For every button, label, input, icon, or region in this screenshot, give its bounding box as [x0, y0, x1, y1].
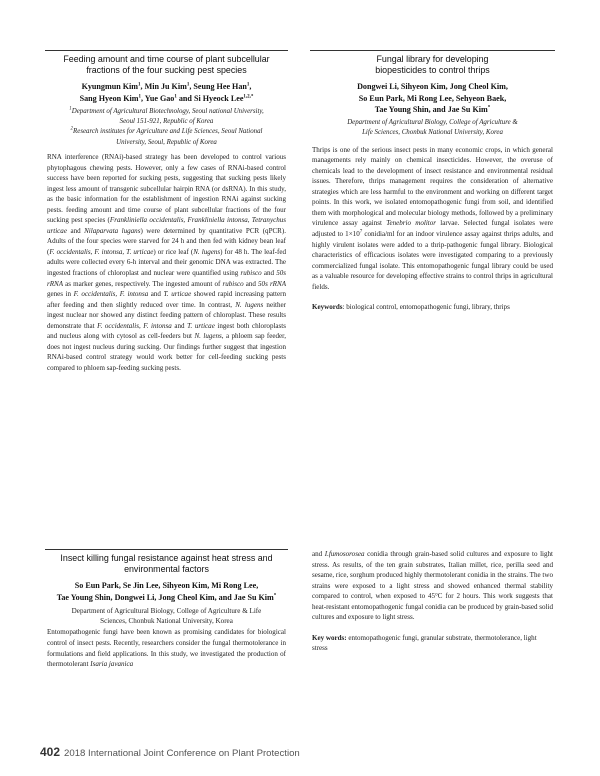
species-name: F. occidentalis, F. intonsa: [73, 290, 149, 299]
abstract-body: [47, 627, 286, 669]
author-line: Tae Young Shin, and Jae Su Kim: [374, 104, 488, 114]
title-line: environmental factors: [124, 564, 209, 575]
top-right-rule: [310, 50, 555, 51]
abstract-body: [47, 152, 286, 373]
conference-name: 2018 International Joint Conference on Plant Protection: [64, 748, 300, 759]
text: Thrips is one of the serious insect pests in many economic crops, in which general managements rely mainly on chemical insecticides. However, the overuse of chemicals lead to the development of insect resistance and environmental residual issues. Therefore, thrips management requires the consideration of alternative strategies which are less harmful to the environment and working on different target points. In this work, we isolated entomopathogenic fungi from soil, and identified them with morphological and molecular biology methods, followed by a preliminary virulence assay against: [312, 145, 553, 228]
author: , Yue Gao: [141, 93, 175, 103]
affil-line: Seoul 151-921, Republic of Korea: [119, 118, 214, 126]
species-name: Isaria javanica: [90, 660, 134, 669]
gene-name: rubisco: [222, 279, 244, 288]
text: and: [66, 226, 85, 235]
separator: ,: [249, 82, 252, 92]
text: , a phloem sap feeder, does not ingest nucleus during sucking. Our findings further suggest that ingestion RNAi-based control strategy would work better for cell-feeding sucking pests compared to phloem sap-feeding sucking pests.: [47, 332, 287, 372]
abstract-title: [47, 54, 286, 76]
affil-mark: 1: [138, 82, 141, 88]
text: and: [171, 321, 188, 330]
title-line: Feeding amount and time course of plant subcellular: [63, 54, 270, 64]
text: RNA interference (RNAi)-based strategy has been developed to control various phytophagous chewing pests. However, only a few cases of RNAi-based control success have been reported for sucking pests, suggesting that sucking pests likely ingest less amount of transgenic subcellular hairpin RNA (or dsRNA). In this study, as the basic information for the establishment of ingestion RNAi against sucking pests. feeding amount and time course of plant subcellular fractions of the four sucking pest species (: [47, 153, 286, 225]
keywords: [312, 633, 553, 654]
affil-mark: 1: [69, 106, 72, 112]
gene-name: 50s rRNA: [47, 269, 286, 288]
author-list: [47, 81, 286, 103]
author-line: So Eun Park, Mi Rong Lee, Sehyeon Baek,: [358, 93, 507, 103]
text: neither ingest nuclear nor showed any distinct feeding pattern of chloroplast. These results demonstrate that: [47, 300, 286, 330]
text: and: [148, 290, 164, 299]
abstract-body: [312, 145, 553, 293]
text: larvae. Selected fungal isolates were adjusted to 1×10: [312, 219, 553, 238]
corresponding-mark: *: [273, 592, 277, 598]
keywords-text: : biological control, entomopathogenic fungi, library, thrips: [342, 303, 510, 312]
author-list: [47, 580, 286, 602]
affil-line: Department of Agricultural Biology, College of Agriculture & Life: [71, 606, 262, 615]
text: ) for 48 h. The leaf-fed adults were collected every 6-h interval and their genomic DNA was extracted. The ingested fractions of chloroplast and nuclear were quantified using: [47, 247, 287, 278]
top-left-abstract: [47, 54, 286, 373]
author: Kyungmun Kim: [81, 82, 139, 92]
keywords-text: entomopathogenic fungi, granular substrate, thermotolerance, light stress: [312, 633, 537, 653]
species-name: Frankliniella occidentalis, Frankliniella intonsa, Tetranychus urticae: [47, 216, 286, 235]
affil-mark: 1: [186, 82, 190, 88]
affil-line: Department of Agricultural Biology, College of Agriculture &: [347, 119, 518, 127]
species-name: Tenebrio molitor: [386, 219, 437, 228]
species-name: I.fumosorosea: [324, 550, 365, 558]
top-left-rule: [45, 50, 288, 51]
author-line: Tae Young Shin, Dongwei Li, Jong Cheol Kim, and Jae Su Kim: [56, 592, 274, 602]
title-line: Fungal library for developing: [376, 54, 489, 64]
title-line: fractions of the four sucking pest species: [86, 65, 247, 76]
text: conidia through grain-based solid cultures and exposure to light stress. As results, of the ten grain substrates, Italian millet, rice, perilla seed and sesame, rice, sorghum produced highly thermotolerant conidia in the strains. The two strains were exposed to a light stress and showed enhanced thermal stability compared to control, when exposed to 45°C for 2 hours. This work suggests that heat-resistant entomopathogenic fungal conidia can be produced by grain-based solid cultures and exposure to light stress.: [312, 550, 553, 622]
affiliation: [47, 107, 286, 148]
abstract-title: [312, 54, 553, 76]
text: Entomopathogenic fungi have been known as promising candidates for biological control of insect pests. Recently, researchers consider the fungal thermotolerance in formulations and field applications. In this study, we investigated the production of thermotolerant: [47, 628, 286, 669]
author: Sang Hyeon Kim: [79, 93, 139, 103]
text: ) or rice leaf (: [153, 247, 194, 256]
species-name: F. occidentalis, F. intonsa, T. urticae: [49, 247, 154, 256]
author-line: So Eun Park, Se Jin Lee, Sihyeon Kim, Mi Rong Lee,: [74, 581, 259, 591]
affiliation: [312, 118, 553, 139]
abstract-title: [47, 553, 286, 575]
species-name: N. lugens: [194, 332, 222, 341]
affil-line: Research institutes for Agriculture and Life Sciences, Seoul National: [73, 128, 263, 136]
author: , Min Ju Kim: [140, 82, 187, 92]
affil-line: Department of Agricultural Biotechnology, Seoul national University,: [71, 107, 264, 115]
title-line: biopesticides to control thrips: [375, 65, 490, 76]
affiliation: [47, 606, 286, 627]
text: conidia/ml for an indoor virulence assay against thrips adults, and highly virulent isolates were added to a thrip-pathogenic fungal library. Biological characteristics of efficacious isolates were investigated comparing to a previously commercialized fungal isolate. This entomopathogenic fungal library could be used as a valuable resource for developing effective strains to control thrips in agricultural fields.: [312, 229, 553, 291]
text: and: [261, 269, 277, 278]
text: and: [312, 550, 325, 558]
affil-mark: 1: [246, 82, 250, 88]
affil-mark: 1: [138, 93, 141, 99]
keywords-label: Keywords: [312, 303, 343, 312]
affil-line: University, Seoul, Republic of Korea: [116, 138, 217, 146]
text: showed rapid increasing pattern after feeding and then slightly reduced over time. In contrast,: [47, 290, 286, 309]
title-line: Insect killing fungal resistance against heat stress and: [60, 553, 273, 563]
text: ingest both chloroplasts and nucleus along with cytosol as cell-feeders but: [47, 321, 286, 341]
top-right-abstract: [312, 54, 553, 313]
text: ) were determined by quantitative PCR (qPCR). Adults of the four species were starved for 24 h and then fed with kidney bean leaf (: [47, 226, 286, 256]
corresponding-mark: *: [487, 105, 491, 111]
keywords: [312, 302, 553, 313]
abstract-body: [312, 549, 553, 623]
species-name: F. occidentalis, F. intonsa: [97, 321, 172, 330]
gene-name: rubisco: [240, 269, 262, 278]
affil-mark: 2: [70, 127, 74, 133]
affil-line: Sciences, Chonbuk National University, Korea: [100, 617, 233, 626]
keywords-label: Key words:: [312, 633, 347, 642]
page-number: 402: [40, 745, 61, 759]
exponent: 7: [359, 229, 363, 235]
affil-line: Life Sciences, Chonbuk National University, Korea: [362, 129, 503, 137]
text: as marker genes, respectively. The ingested amount of: [63, 279, 223, 288]
species-name: T. urticae: [187, 321, 215, 330]
text: and: [243, 279, 259, 288]
author: and Si Hyeock Lee: [176, 93, 244, 103]
species-name: N. lugens: [235, 300, 264, 309]
bottom-right-continuation: [312, 549, 553, 654]
text: genes in: [47, 290, 74, 299]
author-line: Dongwei Li, Sihyeon Kim, Jong Cheol Kim,: [357, 82, 508, 92]
bottom-left-abstract: [47, 553, 286, 670]
affil-mark: 1: [174, 93, 177, 99]
page-footer: [40, 743, 300, 761]
affil-mark: 1,2,*: [243, 93, 254, 99]
gene-name: 50s rRNA: [258, 279, 286, 288]
bottom-left-rule: [45, 549, 288, 550]
author: , Seung Hee Han: [189, 82, 247, 92]
species-name: N. lugens: [193, 247, 221, 256]
species-name: Nilaparvata lugans: [84, 226, 141, 235]
species-name: T. urticae: [163, 290, 192, 299]
author-list: [312, 81, 553, 115]
